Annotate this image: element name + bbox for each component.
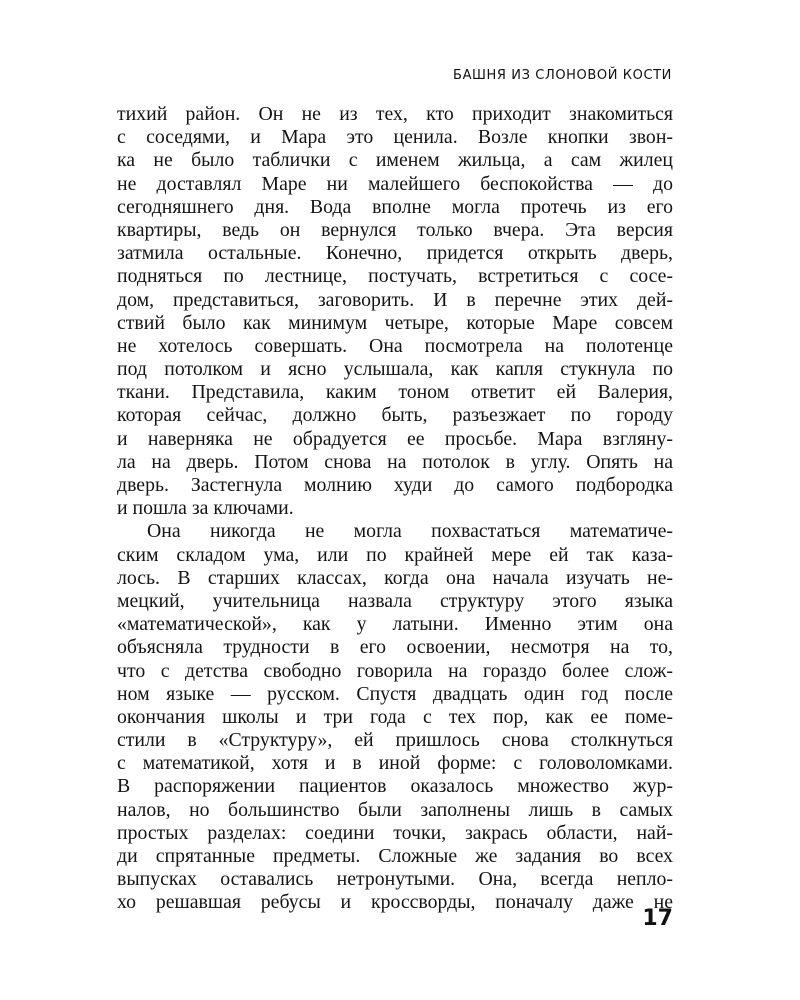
text-line: которая сейчас, должно быть, разъезжает по городу [117,404,673,427]
text-line: хо решавшая ребусы и кроссворды, поначалу даже не [117,891,673,914]
text-line: В распоряжении пациентов оказалось множество жур- [117,775,673,798]
text-line: ткани. Представила, каким тоном ответит ей Валерия, [117,381,673,404]
text-line: Она никогда не могла похвастаться математиче- [147,520,673,543]
text-line: ном языке — русском. Спустя двадцать один год после [117,682,673,705]
text-line: и пошла за ключами. [117,497,294,520]
text-line: затмила остальные. Конечно, придется открыть дверь, [117,242,673,265]
text-line: объясняла трудности в его освоении, несмотря на то, [117,636,673,659]
text-line: стили в «Структуру», ей пришлось снова столкнуться [117,729,673,752]
text-line: и наверняка не обрадуется ее просьбе. Мара взгляну- [117,427,673,450]
text-line: ствий было как минимум четыре, которые Маре совсем [117,311,673,334]
text-line: дверь. Застегнула молнию худи до самого подбородка [117,474,673,496]
text-line: с математикой, хотя и в иной форме: с головоломками. [117,752,673,775]
text-line: ди спрятанные предметы. Сложные же задания во всех [117,845,673,867]
text-line: ка не было таблички с именем жильца, а сам жилец [117,149,673,172]
text-line: окончания школы и три года с тех пор, как ее поме- [117,705,673,728]
text-line: ла на дверь. Потом снова на потолок в углу. Опять на [117,450,673,473]
text-line: не хотелось совершать. Она посмотрела на полотенце [117,334,673,357]
text-line: что с детства свободно говорила на гораздо более слож- [117,659,673,682]
text-line: налов, но большинство были заполнены лишь в самых [117,798,673,821]
text-line: простых разделах: соедини точки, закрась области, най- [117,821,673,844]
text-line: с соседями, и Мара это ценила. Возле кнопки звон- [117,126,673,149]
text-line: ским складом ума, или по крайней мере ей так каза- [117,543,673,566]
text-line: не доставлял Маре ни малейшего беспокойства — до [117,172,673,195]
text-line: мецкий, учительница назвала структуру этого языка [117,589,673,612]
text-line: дом, представиться, заговорить. И в перечне этих дей- [117,288,673,311]
text-line: выпусках оставались нетронутыми. Она, всегда непло- [117,868,673,891]
running-head: БАШНЯ ИЗ СЛОНОВОЙ КОСТИ [453,68,672,83]
book-text [117,103,673,915]
text-line: подняться по лестнице, постучать, встретиться с сосе- [117,265,673,288]
paragraph-2 [117,520,673,914]
text-line: квартиры, ведь он вернулся только вчера. Эта версия [117,218,673,241]
text-line: сегодняшнего дня. Вода вполне могла протечь из его [117,195,673,218]
text-line: тихий район. Он не из тех, кто приходит знакомиться [117,103,673,125]
text-line: «математической», как у латыни. Именно этим она [117,613,673,636]
page-number: 17 [642,906,673,931]
text-line: под потолком и ясно услышала, как капля стукнула по [117,358,673,381]
paragraph-1 [117,103,673,520]
text-line: лось. В старших классах, когда она начала изучать не- [117,566,673,589]
